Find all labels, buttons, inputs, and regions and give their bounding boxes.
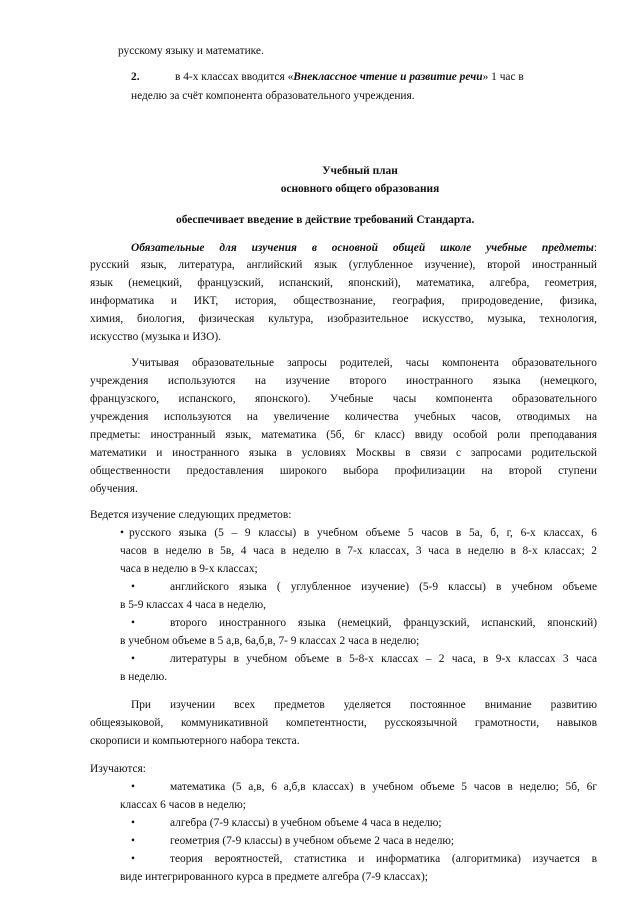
attention-line: скорописи и компьютерного набора текста.: [90, 735, 300, 747]
requests-line: учреждения используются на изучение второго иностранного языка (немецкого,: [90, 375, 597, 387]
item-number: 2.: [131, 71, 140, 83]
requests-line: учреждения используются на увеличение количества учебных часов, отводимых на: [90, 411, 597, 423]
heading-line-2: основного общего образования: [280, 183, 440, 195]
requests-line: французского, испанского, японского). Учебные часы компонента образовательного: [90, 393, 597, 405]
mandatory-colon: :: [593, 242, 597, 254]
list-item-line: алгебра (7-9 классы) в учебном объеме 4 часа в неделю;: [170, 817, 442, 829]
list-item-line: математика (5 а,в, 6 а,б,в классах) в учебном объеме 5 часов в неделю; 5б, 6г: [170, 781, 597, 793]
list-item-line: второго иностранного языка (немецкий, французский, испанский, японский): [170, 617, 597, 629]
list-item-line: русского языка (5 – 9 классы) в учебном объеме 5 часов в 5а, б, г, 6-х классах, 6: [129, 527, 597, 539]
requests-line: математики и иностранного языка в условиях Москвы в связи с запросами родительской: [90, 447, 597, 459]
bullet-icon: •: [131, 653, 135, 665]
bullet-icon: •: [131, 817, 135, 829]
list-number: [131, 71, 140, 84]
mandatory-title-text: Обязательные для изучения в основной общей школе учебные предметы: [131, 242, 594, 254]
list-item-line: английского языка ( углубленное изучение) (5-9 классы) в учебном объеме: [170, 581, 597, 593]
continued-line: русскому языку и математике.: [118, 45, 264, 57]
mandatory-line: язык (немецкий, французский, испанский, японский), математика, алгебра, геометрия,: [90, 277, 597, 289]
item-2-course: Внеклассное чтение и развитие речи: [293, 71, 483, 83]
mandatory-line: информатика и ИКТ, история, обществознание, география, природоведение, физика,: [90, 295, 597, 307]
list-item-line: в 5-9 классах 4 часа в неделю,: [120, 599, 266, 611]
list-item-line: в неделю.: [120, 671, 168, 683]
requests-line: Учитывая образовательные запросы родителей, часы компонента образовательного: [131, 357, 597, 369]
bullet-icon: •: [131, 581, 135, 593]
attention-line: При изучении всех предметов уделяется постоянное внимание развитию: [131, 699, 597, 711]
bullet-icon: •: [120, 527, 124, 539]
heading-line-3: обеспечивает введение в действие требований Стандарта.: [176, 214, 475, 226]
list-item-line: часов в неделю в 5в, 4 часа в неделю в 7-х классах, 3 часа в неделю в 8-х классах; 2: [120, 545, 597, 557]
item-2-pre: в 4-х классах вводится «: [175, 71, 294, 83]
list-item-line: теория вероятностей, статистика и информатика (алгоритмика) изучается в: [170, 853, 597, 865]
requests-line: предметы: иностранный язык, математика (5б, 6г класс) ввиду особой роли преподавания: [90, 429, 597, 441]
mandatory-title: [131, 242, 597, 255]
math-intro: Изучаются:: [90, 763, 146, 775]
list-item-line: классах 6 часов в неделю;: [120, 799, 246, 811]
list-item-line: литературы в учебном объеме в 5-8-х классах – 2 часа, в 9-х классах 3 часа: [170, 653, 597, 665]
mandatory-line: русский язык, литература, английский язык (углубленное изучение), второй иностранный: [90, 259, 597, 271]
list-item-line: геометрия (7-9 классы) в учебном объеме 2 часа в неделю;: [170, 835, 455, 847]
heading-line-1: Учебный план: [322, 165, 398, 177]
attention-line: общеязыковой, коммуникативной компетентности, русскоязычной грамотности, навыков: [90, 717, 597, 729]
mandatory-line: искусство (музыка и ИЗО).: [90, 331, 222, 343]
item-2-line: [175, 71, 524, 84]
list-item-line: виде интегрированного курса в предмете алгебра (7-9 классах);: [120, 871, 428, 883]
bullet-icon: •: [131, 617, 135, 629]
bullet-icon: •: [131, 853, 135, 865]
requests-line: общественности предоставления широкого выбора профилизации на второй ступени: [90, 465, 597, 477]
list-item-line: в учебном объеме в 5 а,в, 6а,б,в, 7- 9 классах 2 часа в неделю;: [120, 635, 420, 647]
item-2-line2: неделю за счёт компонента образовательного учреждения.: [131, 90, 415, 102]
studied-intro: Ведется изучение следующих предметов:: [90, 509, 292, 521]
mandatory-line: химия, биология, физическая культура, изобразительное искусство, музыка, технология,: [90, 313, 597, 325]
requests-line: обучения.: [90, 483, 138, 495]
bullet-icon: •: [131, 835, 135, 847]
list-item-line: часа в неделю в 9-х классах;: [120, 563, 258, 575]
bullet-icon: •: [131, 781, 135, 793]
item-2-post: » 1 час в: [482, 71, 524, 83]
